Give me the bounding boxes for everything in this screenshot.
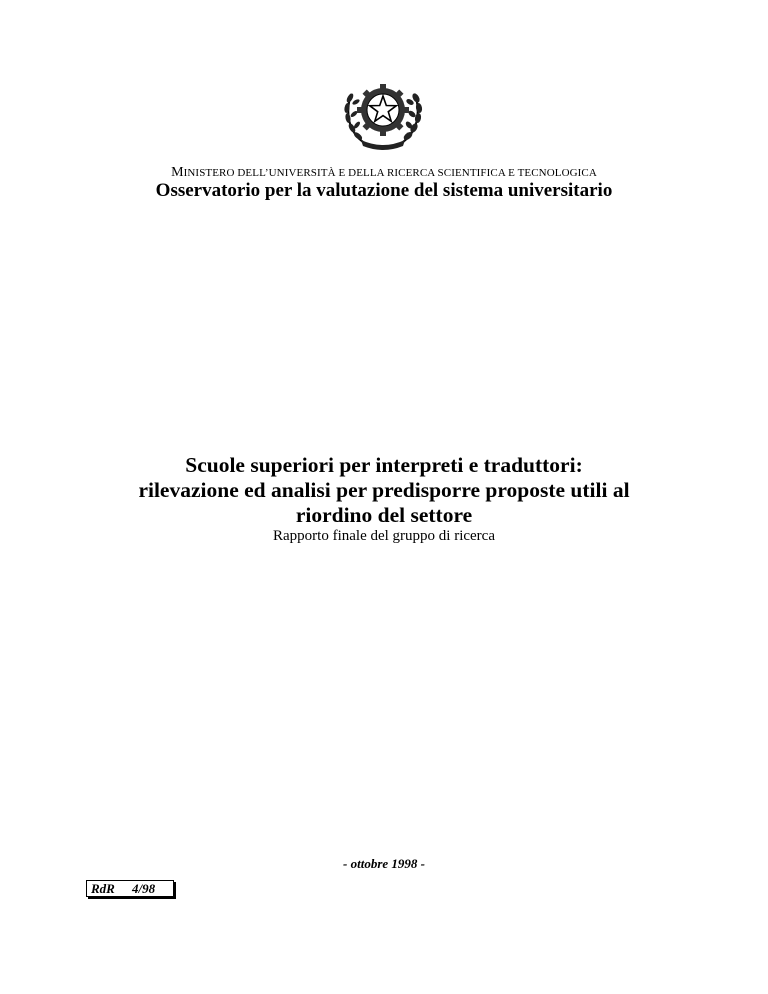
report-reference-box: [86, 880, 174, 897]
report-title-line-2: rilevazione ed analisi per predisporre proposte utili al: [138, 478, 630, 502]
report-date: - ottobre 1998 -: [343, 856, 425, 871]
ministry-name: [0, 165, 768, 181]
report-reference-code: RdR: [91, 881, 115, 896]
report-subtitle: Rapporto finale del gruppo di ricerca: [273, 528, 495, 544]
ministry-initial: M: [171, 165, 184, 180]
italian-republic-emblem-icon: [341, 72, 425, 150]
report-title-line-1: Scuole superiori per interpreti e traduttori:: [185, 453, 583, 477]
report-title-line-3: riordino del settore: [295, 503, 473, 527]
ministry-name-rest: INISTERO DELL’UNIVERSITÀ E DELLA RICERCA SCIENTIFICA E TECNOLOGICA: [183, 167, 597, 179]
observatory-name: Osservatorio per la valutazione del sistema universitario: [155, 180, 613, 201]
report-title: [40, 453, 728, 528]
report-reference-number: 4/98: [132, 881, 156, 896]
